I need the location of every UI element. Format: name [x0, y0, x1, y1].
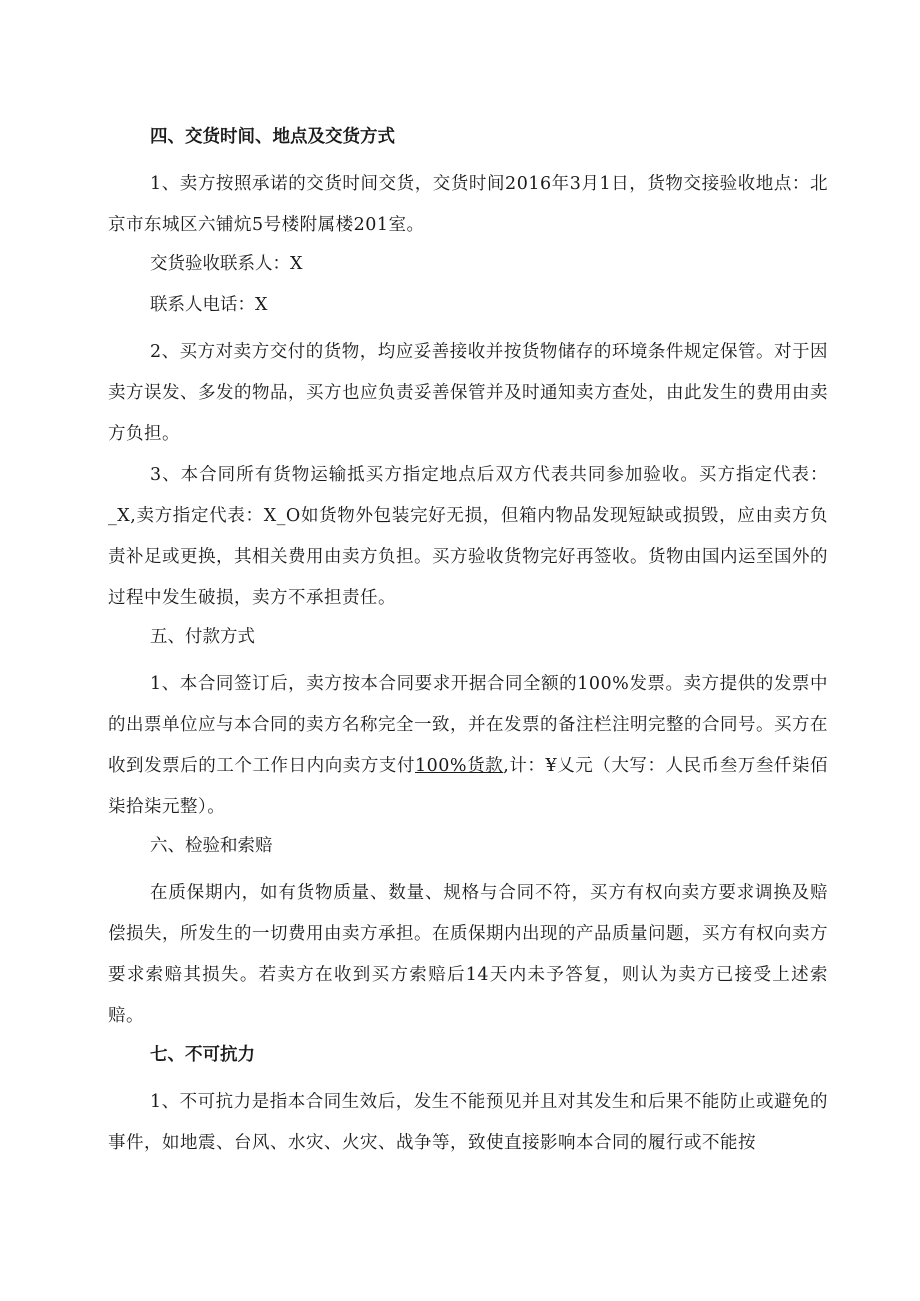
section-7-heading: 七、不可抗力 — [150, 1045, 255, 1065]
section-5-paragraph-1 — [108, 664, 828, 828]
section-4-heading: 四、交货时间、地点及交货方式 — [150, 127, 395, 147]
contact-person-line: 交货验收联系人：X — [150, 254, 303, 274]
section-4-paragraph-3: 3、本合同所有货物运输抵买方指定地点后双方代表共同参加验收。买方指定代表：_X,卖方指定代表：X_O如货物外包装完好无损，但箱内物品发现短缺或损毁，应由卖方负责补足或更换，其相关费用由卖方负担。买方验收货物完好再签收。货物由国内运至国外的过程中发生破损，卖方不承担责任。 — [108, 465, 828, 608]
section-5-text-b: ,计：¥乂元（大写：人民币叁万叁仟柒佰柒拾柒元整）。 — [108, 756, 829, 817]
section-5-underlined-amount: 100%货款 — [415, 756, 504, 776]
section-6-heading: 六、检验和索赔 — [150, 836, 273, 856]
section-4-paragraph-2: 2、买方对卖方交付的货物，均应妥善接收并按货物储存的环境条件规定保管。对于因卖方误发、多发的物品，买方也应负责妥善保管并及时通知卖方查处，由此发生的费用由卖方负担。 — [108, 342, 828, 444]
section-6-paragraph-1: 在质保期内，如有货物质量、数量、规格与合同不符，买方有权向卖方要求调换及赔偿损失，所发生的一切费用由卖方承担。在质保期内出现的产品质量问题，买方有权向卖方要求索赔其损失。若卖方在收到买方索赔后14天内未予答复，则认为卖方已接受上述索赔。 — [108, 883, 828, 1026]
section-5-text-a: 1、本合同签订后，卖方按本合同要求开据合同全额的100%发票。卖方提供的发票中的出票单位应与本合同的卖方名称完全一致，并在发票的备注栏注明完整的合同号。买方在收到发票后的工个工作日内向卖方支付 — [108, 674, 828, 776]
section-5-heading: 五、付款方式 — [150, 627, 255, 647]
document-page — [108, 123, 828, 1164]
section-4-paragraph-1: 1、卖方按照承诺的交货时间交货，交货时间2016年3月1日，货物交接验收地点：北京市东城区六铺炕5号楼附属楼201室。 — [108, 174, 828, 235]
contact-phone-line: 联系人电话：X — [150, 295, 268, 315]
section-7-paragraph-1: 1、不可抗力是指本合同生效后，发生不能预见并且对其发生和后果不能防止或避免的事件，如地震、台风、水灾、火灾、战争等，致使直接影响本合同的履行或不能按 — [108, 1092, 828, 1153]
